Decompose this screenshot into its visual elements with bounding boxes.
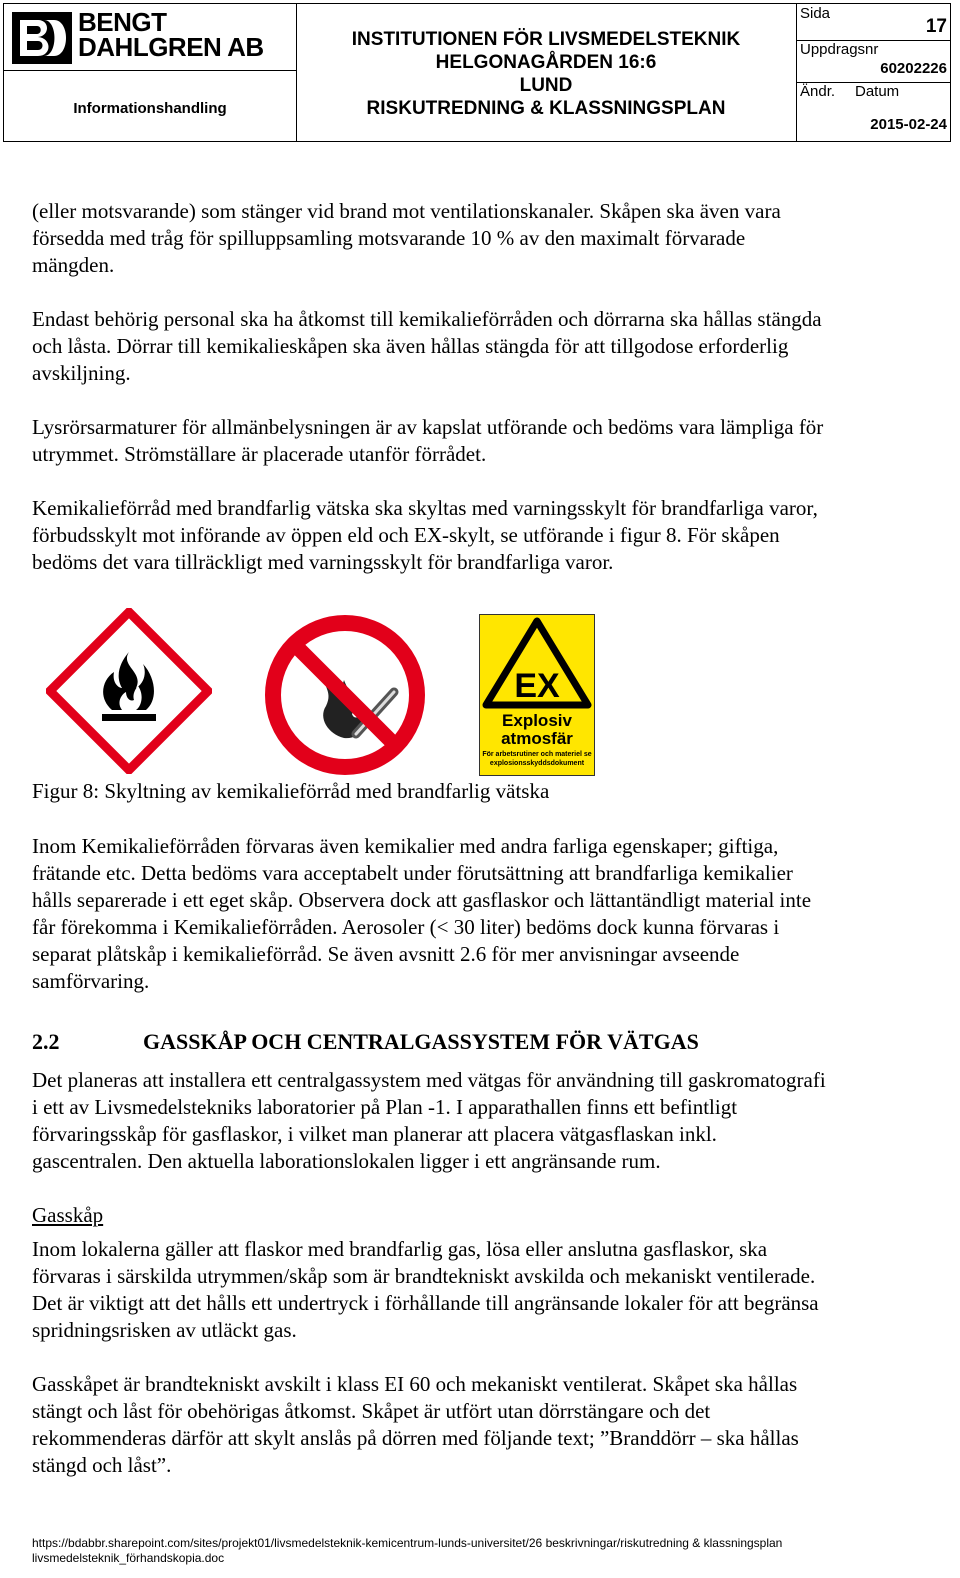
section-number: 2.2 — [32, 1029, 60, 1054]
svg-text:EX: EX — [514, 667, 560, 705]
assignment-number: 60202226 — [880, 60, 947, 77]
page-number-cell: Sida 17 — [797, 4, 950, 41]
bd-logo-icon — [10, 10, 74, 66]
page-number: 17 — [925, 16, 947, 37]
paragraph-signage: Kemikalieförråd med brandfarlig vätska ska skyltas med varningsskylt för brandfarliga varor, förbudsskylt mot införande av öppen eld och EX-skylt, se utförande i figur 8. För skåpen bedöms det vara tillräckligt med varningsskylt för brandfarliga varor. — [32, 496, 818, 574]
company-logo — [4, 4, 296, 71]
header-meta-column — [797, 4, 950, 141]
paragraph-access: Endast behörig personal ska ha åtkomst till kemikalieförråden och dörrarna ska hållas stängda och låsta. Dörrar till kemikalieskåpen ska även hållas stängda för att tillgodose erforderlig avskiljning. — [32, 307, 822, 385]
department-label: Informationshandling — [73, 100, 227, 117]
document-header — [3, 3, 951, 142]
footer-filename: livsmedelsteknik_förhandskopia.doc — [32, 1551, 225, 1565]
figure-caption: Figur 8: Skyltning av kemikalieförråd med brandfarlig vätska — [32, 779, 550, 803]
no-fire-icon — [264, 614, 426, 776]
subheading-gas-cabinet: Gasskåp — [32, 1203, 104, 1227]
document-date: 2015-02-24 — [870, 116, 947, 133]
footer-path: https://bdabbr.sharepoint.com/sites/projekt01/livsmedelsteknik-kemicentrum-lunds-universitet/26 beskrivningar/riskutredning & klassningsplan — [32, 1536, 783, 1550]
section-title: GASSKÅP OCH CENTRALGASSYSTEM FÖR VÄTGAS — [143, 1029, 699, 1054]
document-title: INSTITUTIONEN FÖR LIVSMEDELSTEKNIK HELGONAGÅRDEN 16:6 LUND RISKUTREDNING & KLASSNINGSPLAN — [351, 29, 741, 119]
flame-icon — [46, 608, 212, 774]
paragraph-central-gas: Det planeras att installera ett centralgassystem med vätgas för användning till gaskromatografi i ett av Livsmedelstekniks laboratorier på Plan -1. I apparathallen finns ett befintligt förvaringsskåp för gasflaskor, i vilket man planerar att placera vätgasflaskan inkl. gascentralen. Den aktuella laborationslokalen ligger i ett angränsande rum. — [32, 1068, 826, 1173]
company-name: BENGT DAHLGREN AB — [78, 7, 264, 62]
ex-atmosphere-sign: EX Explosiv atmosfär För arbetsrutiner och materiel se explosionsskyddsdokument — [479, 614, 595, 776]
paragraph-gas-cabinet-class: Gasskåpet är brandtekniskt avskilt i klass EI 60 och mekaniskt ventilerat. Skåpet ska hållas stängt och låst för obehörigas åtkomst. Skåpet är utfört utan dörrstängare och det rekommenderas därför att skylt anslås på dörren med följande text; ”Branddörr – ska hållas stängd och låst”. — [32, 1372, 799, 1477]
header-logo-column — [4, 4, 297, 141]
revision-date-cell: Ändr. Datum 2015-02-24 — [800, 83, 947, 133]
ex-warning-triangle-icon — [480, 615, 594, 711]
assignment-cell: Uppdragsnr 60202226 — [797, 40, 950, 83]
paragraph-lighting: Lysrörsarmaturer för allmänbelysningen är av kapslat utförande och bedöms vara lämpliga för utrymmet. Strömställare är placerade utanför förrådet. — [32, 415, 824, 466]
paragraph-storage: Inom Kemikalieförråden förvaras även kemikalier med andra farliga egenskaper; giftiga, frätande etc. Detta bedöms vara acceptabelt under förutsättning att brandfarliga kemikalier hålls separerade i ett eget skåp. Observera dock att gasflaskor och lättantändligt material inte får förekomma i Kemikalieförråden. Aerosoler (< 30 liter) bedöms dock kunna förvaras i separat plåtskåp i kemikalieförråd. Se även avsnitt 2.6 för mer anvisningar avseende samförvaring. — [32, 834, 812, 993]
document-footer — [32, 1536, 782, 1566]
header-title-column — [296, 4, 797, 141]
flammable-warning-sign — [46, 608, 212, 774]
paragraph-cabinets: (eller motsvarande) som stänger vid brand mot ventilationskanaler. Skåpen ska även vara försedda med tråg för spilluppsamling motsvarande 10 % av den maximalt förvarade mängden. — [32, 199, 781, 277]
paragraph-gas-rules: Inom lokalerna gäller att flaskor med brandfarlig gas, lösa eller anslutna gasflaskor, ska förvaras i särskilda utrymmen/skåp som är brandtekniskt avskilda och mekaniskt ventilerade. Det är viktigt att det hålls ett undertryck i förhållande till angränsande lokaler för att begränsa spridningsrisken av utläckt gas. — [32, 1237, 819, 1342]
no-open-flame-sign — [264, 614, 426, 776]
